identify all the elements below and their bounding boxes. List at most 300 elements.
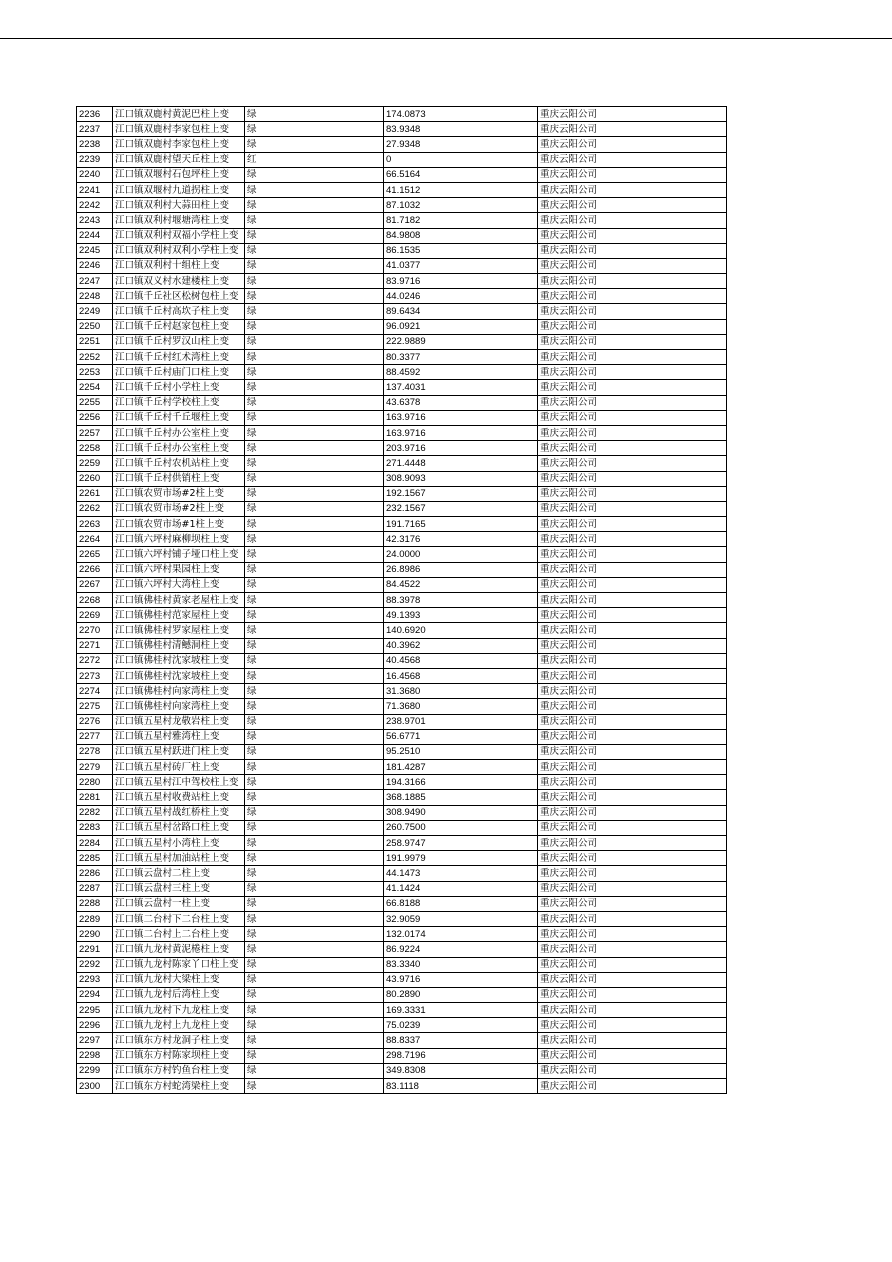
cell-status: 绿 (245, 1003, 384, 1018)
cell-status: 绿 (245, 198, 384, 213)
cell-id: 2256 (77, 410, 113, 425)
cell-id: 2259 (77, 456, 113, 471)
cell-name: 江口镇六坪村铺子垭口柱上变 (113, 547, 245, 562)
cell-organization: 重庆云阳公司 (538, 729, 727, 744)
cell-status: 绿 (245, 805, 384, 820)
cell-value: 163.9716 (384, 425, 538, 440)
cell-id: 2291 (77, 942, 113, 957)
cell-id: 2238 (77, 137, 113, 152)
cell-status: 绿 (245, 911, 384, 926)
table-row (77, 532, 727, 547)
cell-id: 2262 (77, 501, 113, 516)
cell-name: 江口镇双鹿村李家包柱上变 (113, 122, 245, 137)
cell-id: 2248 (77, 289, 113, 304)
cell-name: 江口镇千丘社区松树包柱上变 (113, 289, 245, 304)
cell-id: 2300 (77, 1079, 113, 1094)
cell-status: 绿 (245, 532, 384, 547)
table-row (77, 471, 727, 486)
cell-status: 绿 (245, 638, 384, 653)
cell-id: 2243 (77, 213, 113, 228)
cell-status: 绿 (245, 623, 384, 638)
cell-value: 86.9224 (384, 942, 538, 957)
cell-status: 绿 (245, 1048, 384, 1063)
cell-id: 2271 (77, 638, 113, 653)
cell-organization: 重庆云阳公司 (538, 820, 727, 835)
cell-id: 2254 (77, 380, 113, 395)
cell-organization: 重庆云阳公司 (538, 395, 727, 410)
cell-value: 26.8986 (384, 562, 538, 577)
cell-id: 2282 (77, 805, 113, 820)
cell-organization: 重庆云阳公司 (538, 304, 727, 319)
cell-value: 88.4592 (384, 365, 538, 380)
cell-name: 江口镇双义村水建楼柱上变 (113, 274, 245, 289)
cell-id: 2267 (77, 577, 113, 592)
cell-name: 江口镇九龙村下九龙柱上变 (113, 1003, 245, 1018)
cell-value: 89.6434 (384, 304, 538, 319)
cell-status: 绿 (245, 896, 384, 911)
cell-id: 2287 (77, 881, 113, 896)
cell-organization: 重庆云阳公司 (538, 198, 727, 213)
cell-name: 江口镇五星村雅湾柱上变 (113, 729, 245, 744)
cell-id: 2279 (77, 760, 113, 775)
cell-status: 绿 (245, 365, 384, 380)
cell-organization: 重庆云阳公司 (538, 258, 727, 273)
cell-status: 绿 (245, 987, 384, 1002)
cell-id: 2272 (77, 653, 113, 668)
cell-status: 绿 (245, 380, 384, 395)
cell-organization: 重庆云阳公司 (538, 410, 727, 425)
cell-value: 191.9979 (384, 851, 538, 866)
cell-name: 江口镇千丘村罗汉山柱上变 (113, 334, 245, 349)
table-row (77, 653, 727, 668)
cell-value: 40.3962 (384, 638, 538, 653)
table-row (77, 805, 727, 820)
table-row (77, 699, 727, 714)
cell-id: 2260 (77, 471, 113, 486)
table-body (77, 107, 727, 1094)
cell-organization: 重庆云阳公司 (538, 1018, 727, 1033)
cell-status: 绿 (245, 486, 384, 501)
cell-value: 40.4568 (384, 653, 538, 668)
cell-status: 绿 (245, 182, 384, 197)
cell-value: 84.4522 (384, 577, 538, 592)
cell-organization: 重庆云阳公司 (538, 456, 727, 471)
cell-id: 2242 (77, 198, 113, 213)
cell-value: 260.7500 (384, 820, 538, 835)
table-row (77, 851, 727, 866)
cell-id: 2273 (77, 668, 113, 683)
cell-name: 江口镇双利村双利小学柱上变 (113, 243, 245, 258)
table-row (77, 1079, 727, 1094)
cell-organization: 重庆云阳公司 (538, 866, 727, 881)
cell-name: 江口镇六坪村麻柳坝柱上变 (113, 532, 245, 547)
table-row (77, 304, 727, 319)
cell-status: 绿 (245, 714, 384, 729)
cell-value: 232.1567 (384, 501, 538, 516)
cell-name: 江口镇东方村陈家坝柱上变 (113, 1048, 245, 1063)
cell-name: 江口镇双利村双福小学柱上变 (113, 228, 245, 243)
cell-status: 绿 (245, 289, 384, 304)
cell-id: 2289 (77, 911, 113, 926)
cell-organization: 重庆云阳公司 (538, 608, 727, 623)
cell-id: 2255 (77, 395, 113, 410)
cell-id: 2251 (77, 334, 113, 349)
cell-organization: 重庆云阳公司 (538, 532, 727, 547)
cell-value: 42.3176 (384, 532, 538, 547)
cell-organization: 重庆云阳公司 (538, 122, 727, 137)
table-row (77, 1018, 727, 1033)
cell-status: 绿 (245, 562, 384, 577)
cell-organization: 重庆云阳公司 (538, 425, 727, 440)
cell-name: 江口镇千丘村红术湾柱上变 (113, 350, 245, 365)
cell-value: 96.0921 (384, 319, 538, 334)
cell-name: 江口镇佛桂村罗家屋柱上变 (113, 623, 245, 638)
table-row (77, 957, 727, 972)
cell-value: 368.1885 (384, 790, 538, 805)
cell-name: 江口镇千丘村高坎子柱上变 (113, 304, 245, 319)
cell-organization: 重庆云阳公司 (538, 182, 727, 197)
cell-status: 绿 (245, 122, 384, 137)
cell-organization: 重庆云阳公司 (538, 274, 727, 289)
cell-value: 298.7196 (384, 1048, 538, 1063)
cell-value: 41.0377 (384, 258, 538, 273)
table-row (77, 122, 727, 137)
cell-id: 2246 (77, 258, 113, 273)
cell-status: 绿 (245, 517, 384, 532)
cell-value: 140.6920 (384, 623, 538, 638)
cell-value: 194.3166 (384, 775, 538, 790)
cell-value: 308.9490 (384, 805, 538, 820)
cell-status: 绿 (245, 942, 384, 957)
cell-value: 83.3340 (384, 957, 538, 972)
cell-id: 2258 (77, 441, 113, 456)
cell-id: 2250 (77, 319, 113, 334)
cell-organization: 重庆云阳公司 (538, 760, 727, 775)
cell-name: 江口镇五星村加油站柱上变 (113, 851, 245, 866)
cell-value: 80.2890 (384, 987, 538, 1002)
cell-name: 江口镇五星村收费站柱上变 (113, 790, 245, 805)
cell-organization: 重庆云阳公司 (538, 957, 727, 972)
cell-organization: 重庆云阳公司 (538, 927, 727, 942)
cell-name: 江口镇云盘村三柱上变 (113, 881, 245, 896)
cell-name: 江口镇双堰村石包坪柱上变 (113, 167, 245, 182)
cell-name: 江口镇佛桂村清鳡洞柱上变 (113, 638, 245, 653)
cell-name: 江口镇云盘村二柱上变 (113, 866, 245, 881)
cell-status: 绿 (245, 775, 384, 790)
cell-name: 江口镇佛桂村向家湾柱上变 (113, 699, 245, 714)
table-row (77, 395, 727, 410)
cell-organization: 重庆云阳公司 (538, 775, 727, 790)
cell-organization: 重庆云阳公司 (538, 471, 727, 486)
cell-name: 江口镇双鹿村望天丘柱上变 (113, 152, 245, 167)
cell-id: 2253 (77, 365, 113, 380)
cell-value: 49.1393 (384, 608, 538, 623)
table-row (77, 182, 727, 197)
cell-id: 2277 (77, 729, 113, 744)
table-row (77, 319, 727, 334)
cell-status: 绿 (245, 471, 384, 486)
cell-id: 2244 (77, 228, 113, 243)
cell-status: 绿 (245, 258, 384, 273)
cell-organization: 重庆云阳公司 (538, 228, 727, 243)
cell-id: 2269 (77, 608, 113, 623)
header-divider-line (0, 38, 892, 39)
cell-status: 绿 (245, 137, 384, 152)
table-row (77, 744, 727, 759)
cell-status: 绿 (245, 972, 384, 987)
cell-status: 绿 (245, 441, 384, 456)
cell-organization: 重庆云阳公司 (538, 896, 727, 911)
cell-id: 2257 (77, 425, 113, 440)
table-row (77, 881, 727, 896)
cell-value: 43.9716 (384, 972, 538, 987)
table-row (77, 547, 727, 562)
cell-organization: 重庆云阳公司 (538, 911, 727, 926)
cell-id: 2270 (77, 623, 113, 638)
cell-status: 绿 (245, 334, 384, 349)
cell-value: 43.6378 (384, 395, 538, 410)
cell-organization: 重庆云阳公司 (538, 744, 727, 759)
cell-value: 191.7165 (384, 517, 538, 532)
table-row (77, 486, 727, 501)
cell-value: 41.1512 (384, 182, 538, 197)
cell-status: 绿 (245, 1018, 384, 1033)
cell-organization: 重庆云阳公司 (538, 623, 727, 638)
cell-id: 2275 (77, 699, 113, 714)
table-row (77, 942, 727, 957)
cell-id: 2274 (77, 684, 113, 699)
cell-organization: 重庆云阳公司 (538, 638, 727, 653)
cell-id: 2286 (77, 866, 113, 881)
cell-status: 绿 (245, 653, 384, 668)
table-row (77, 927, 727, 942)
cell-name: 江口镇千丘村庙门口柱上变 (113, 365, 245, 380)
cell-name: 江口镇东方村蛇湾梁柱上变 (113, 1079, 245, 1094)
cell-value: 86.1535 (384, 243, 538, 258)
cell-value: 132.0174 (384, 927, 538, 942)
cell-id: 2245 (77, 243, 113, 258)
cell-name: 江口镇千丘村农机站柱上变 (113, 456, 245, 471)
cell-value: 83.9716 (384, 274, 538, 289)
cell-status: 绿 (245, 684, 384, 699)
cell-name: 江口镇农贸市场#1柱上变 (113, 517, 245, 532)
cell-name: 江口镇农贸市场#2柱上变 (113, 486, 245, 501)
cell-name: 江口镇六坪村果园柱上变 (113, 562, 245, 577)
cell-value: 66.5164 (384, 167, 538, 182)
cell-value: 16.4568 (384, 668, 538, 683)
cell-value: 137.4031 (384, 380, 538, 395)
cell-value: 192.1567 (384, 486, 538, 501)
cell-name: 江口镇二台村上二台柱上变 (113, 927, 245, 942)
table-row (77, 896, 727, 911)
table-row (77, 441, 727, 456)
cell-name: 江口镇双鹿村李家包柱上变 (113, 137, 245, 152)
cell-status: 绿 (245, 699, 384, 714)
cell-organization: 重庆云阳公司 (538, 137, 727, 152)
cell-value: 308.9093 (384, 471, 538, 486)
cell-status: 绿 (245, 851, 384, 866)
cell-name: 江口镇双利村大蒜田柱上变 (113, 198, 245, 213)
table-row (77, 866, 727, 881)
table-row (77, 760, 727, 775)
table-row (77, 152, 727, 167)
cell-name: 江口镇九龙村黄泥棬柱上变 (113, 942, 245, 957)
cell-id: 2241 (77, 182, 113, 197)
table-row (77, 167, 727, 182)
cell-organization: 重庆云阳公司 (538, 562, 727, 577)
cell-name: 江口镇五星村龙敬岩柱上变 (113, 714, 245, 729)
cell-name: 江口镇千丘村千丘堰柱上变 (113, 410, 245, 425)
table-row (77, 289, 727, 304)
cell-name: 江口镇千丘村办公室柱上变 (113, 441, 245, 456)
cell-id: 2240 (77, 167, 113, 182)
table-row (77, 577, 727, 592)
table-row (77, 107, 727, 122)
cell-organization: 重庆云阳公司 (538, 441, 727, 456)
cell-organization: 重庆云阳公司 (538, 289, 727, 304)
table-row (77, 410, 727, 425)
cell-status: 绿 (245, 213, 384, 228)
cell-id: 2290 (77, 927, 113, 942)
cell-value: 31.3680 (384, 684, 538, 699)
cell-id: 2288 (77, 896, 113, 911)
table-row (77, 987, 727, 1002)
table-row (77, 501, 727, 516)
cell-organization: 重庆云阳公司 (538, 517, 727, 532)
cell-value: 66.8188 (384, 896, 538, 911)
cell-id: 2261 (77, 486, 113, 501)
cell-id: 2284 (77, 836, 113, 851)
cell-status: 绿 (245, 410, 384, 425)
cell-organization: 重庆云阳公司 (538, 699, 727, 714)
cell-id: 2293 (77, 972, 113, 987)
cell-organization: 重庆云阳公司 (538, 501, 727, 516)
cell-status: 绿 (245, 927, 384, 942)
table-row (77, 365, 727, 380)
cell-id: 2295 (77, 1003, 113, 1018)
cell-organization: 重庆云阳公司 (538, 790, 727, 805)
cell-organization: 重庆云阳公司 (538, 684, 727, 699)
cell-status: 绿 (245, 350, 384, 365)
cell-status: 绿 (245, 167, 384, 182)
cell-name: 江口镇五星村跃进门柱上变 (113, 744, 245, 759)
cell-organization: 重庆云阳公司 (538, 942, 727, 957)
cell-status: 绿 (245, 228, 384, 243)
cell-id: 2296 (77, 1018, 113, 1033)
table-row (77, 1048, 727, 1063)
cell-name: 江口镇千丘村学校柱上变 (113, 395, 245, 410)
cell-organization: 重庆云阳公司 (538, 213, 727, 228)
cell-name: 江口镇佛桂村沈家坡柱上变 (113, 653, 245, 668)
cell-organization: 重庆云阳公司 (538, 1033, 727, 1048)
table-row (77, 274, 727, 289)
cell-value: 174.0873 (384, 107, 538, 122)
cell-organization: 重庆云阳公司 (538, 152, 727, 167)
cell-id: 2276 (77, 714, 113, 729)
cell-status: 绿 (245, 866, 384, 881)
cell-name: 江口镇东方村龙洞子柱上变 (113, 1033, 245, 1048)
cell-value: 83.9348 (384, 122, 538, 137)
table-row (77, 198, 727, 213)
cell-name: 江口镇佛桂村沈家坡柱上变 (113, 668, 245, 683)
cell-name: 江口镇九龙村上九龙柱上变 (113, 1018, 245, 1033)
cell-organization: 重庆云阳公司 (538, 107, 727, 122)
cell-organization: 重庆云阳公司 (538, 668, 727, 683)
cell-id: 2268 (77, 593, 113, 608)
table-row (77, 228, 727, 243)
table-row (77, 425, 727, 440)
cell-id: 2298 (77, 1048, 113, 1063)
cell-value: 203.9716 (384, 441, 538, 456)
table-row (77, 380, 727, 395)
cell-name: 江口镇农贸市场#2柱上变 (113, 501, 245, 516)
cell-name: 江口镇五星村江中驾校柱上变 (113, 775, 245, 790)
cell-value: 83.1118 (384, 1079, 538, 1094)
cell-status: 绿 (245, 729, 384, 744)
cell-status: 绿 (245, 577, 384, 592)
cell-id: 2294 (77, 987, 113, 1002)
cell-organization: 重庆云阳公司 (538, 1003, 727, 1018)
cell-value: 71.3680 (384, 699, 538, 714)
cell-status: 绿 (245, 304, 384, 319)
cell-status: 绿 (245, 790, 384, 805)
cell-status: 绿 (245, 1079, 384, 1094)
table-row (77, 350, 727, 365)
table-row (77, 1003, 727, 1018)
cell-value: 163.9716 (384, 410, 538, 425)
cell-value: 88.3978 (384, 593, 538, 608)
cell-status: 绿 (245, 836, 384, 851)
cell-value: 27.9348 (384, 137, 538, 152)
cell-status: 绿 (245, 957, 384, 972)
cell-id: 2239 (77, 152, 113, 167)
cell-organization: 重庆云阳公司 (538, 1048, 727, 1063)
cell-organization: 重庆云阳公司 (538, 653, 727, 668)
cell-id: 2247 (77, 274, 113, 289)
cell-status: 绿 (245, 456, 384, 471)
table-row (77, 836, 727, 851)
cell-name: 江口镇五星村小湾柱上变 (113, 836, 245, 851)
cell-id: 2281 (77, 790, 113, 805)
cell-name: 江口镇六坪村大湾柱上变 (113, 577, 245, 592)
cell-value: 222.9889 (384, 334, 538, 349)
cell-id: 2249 (77, 304, 113, 319)
cell-organization: 重庆云阳公司 (538, 350, 727, 365)
table-row (77, 972, 727, 987)
cell-id: 2236 (77, 107, 113, 122)
cell-value: 169.3331 (384, 1003, 538, 1018)
cell-value: 75.0239 (384, 1018, 538, 1033)
cell-id: 2299 (77, 1063, 113, 1078)
cell-status: 绿 (245, 881, 384, 896)
cell-status: 绿 (245, 547, 384, 562)
cell-organization: 重庆云阳公司 (538, 577, 727, 592)
cell-value: 258.9747 (384, 836, 538, 851)
cell-id: 2263 (77, 517, 113, 532)
cell-id: 2264 (77, 532, 113, 547)
table-row (77, 213, 727, 228)
cell-value: 32.9059 (384, 911, 538, 926)
table-row (77, 729, 727, 744)
cell-organization: 重庆云阳公司 (538, 593, 727, 608)
table-row (77, 638, 727, 653)
cell-status: 绿 (245, 425, 384, 440)
table-row (77, 258, 727, 273)
table-row (77, 775, 727, 790)
cell-name: 江口镇双利村堰塘湾柱上变 (113, 213, 245, 228)
cell-name: 江口镇双利村十组柱上变 (113, 258, 245, 273)
transformer-data-table (76, 106, 727, 1094)
